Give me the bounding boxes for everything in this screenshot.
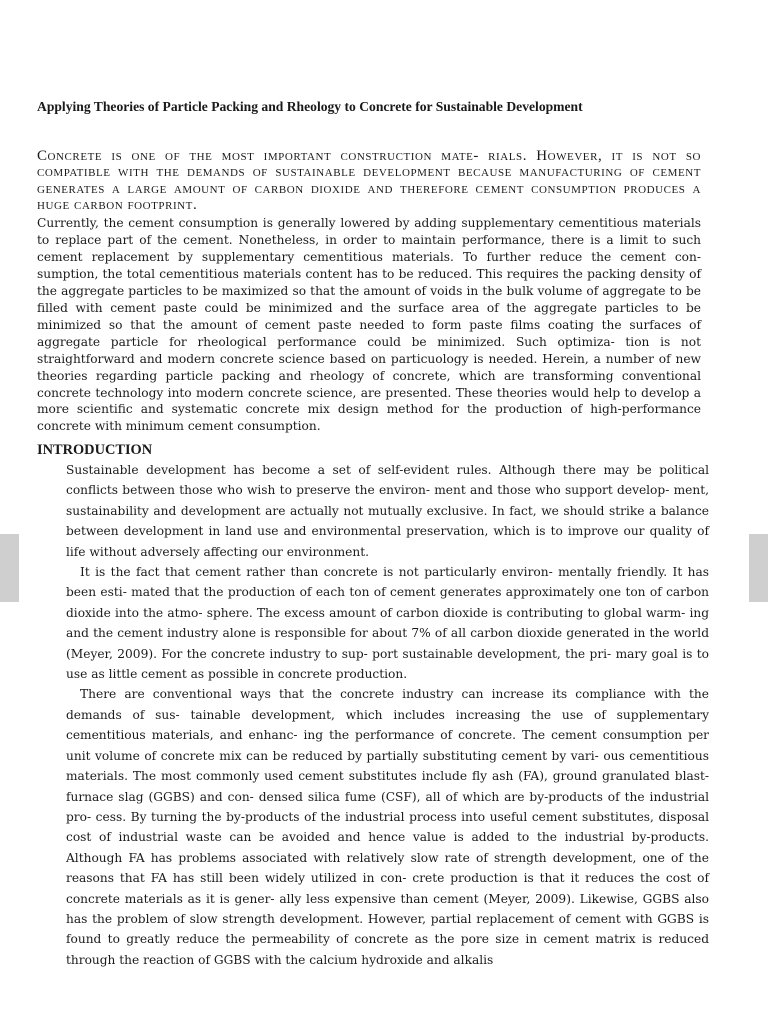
introduction-body (66, 460, 709, 970)
intro-paragraph: Sustainable development has become a set of self-evident rules. Although there may be political conflicts between those who wish to preserve the environ- ment and those who support develop- ment, sustainability and development are actually not mutually exclusive. In fact, we should strike a balance between development in land use and environmental preservation, which is to improve our quality of life without adversely affecting our environment. (66, 463, 709, 559)
intro-paragraph: It is the fact that cement rather than concrete is not particularly environ- mentally friendly. It has been esti- mated that the production of each ton of cement generates approximately one ton of carbon dioxide into the atmo- sphere. The excess amount of carbon dioxide is contributing to global warm- ing and the cement industry alone is responsible for about 7% of all carbon dioxide generated in the world (Meyer, 2009). For the concrete industry to sup- port sustainable development, the pri- mary goal is to use as little cement as possible in concrete production. (66, 565, 709, 682)
page-edge-tab-left (0, 534, 19, 602)
page-edge-tab-right (749, 534, 768, 602)
intro-paragraph: There are conventional ways that the concrete industry can increase its compliance with the demands of sus- tainable development, which includes increasing the use of supplementary cementitious materials, and enhanc- ing the performance of concrete. The cement consumption per unit volume of concrete mix can be reduced by partially substituting cement by vari- ous cementitious materials. The most commonly used cement substitutes include fly ash (FA), ground granulated blast-furnace slag (GGBS) and con- densed silica fume (CSF), all of which are by-products of the industrial pro- cess. By turning the by-products of the industrial process into useful cement substitutes, disposal cost of industrial waste can be avoided and hence value is added to the industrial by-products. Although FA has problems associated with relatively slow rate of strength development, one of the reasons that FA has still been widely utilized in con- crete production is that it reduces the cost of concrete materials as it is gener- ally less expensive than cement (Meyer, 2009). Likewise, GGBS also has the problem of slow strength development. However, partial replacement of cement with GGBS is found to greatly reduce the permeability of concrete as the pore size in cement matrix is reduced through the reaction of GGBS with the calcium hydroxide and alkalis (66, 687, 709, 967)
section-heading-introduction: INTRODUCTION (37, 442, 153, 458)
document-title: Applying Theories of Particle Packing and Rheology to Concrete for Sustainable Development (37, 99, 583, 114)
abstract-lead: Concrete is one of the most important construction mate- rials. However, it is not so compatible with the demands of sustainable development because manufacturing of cement generates a large amount of carbon dioxide and therefore cement consumption produces a huge carbon footprint. (37, 148, 701, 214)
abstract-body: Currently, the cement consumption is generally lowered by adding supplementary cementitious materials to replace part of the cement. Nonetheless, in order to maintain performance, there is a limit to such cement replacement by supplementary cementitious materials. To further reduce the cement con- sumption, the total cementitious materials content has to be reduced. This requires the packing density of the aggregate particles to be maximized so that the amount of voids in the bulk volume of aggregate to be filled with cement paste could be minimized and the surface area of the aggregate particles to be minimized so that the amount of cement paste needed to form paste films coating the surfaces of aggregate particle for rheological performance could be minimized. Such optimiza- tion is not straightforward and modern concrete science based on particuology is needed. Herein, a number of new theories regarding particle packing and rheology of concrete, which are transforming conventional concrete technology into modern concrete science, are presented. These theories would help to develop a more scientific and systematic concrete mix design method for the production of high-performance concrete with minimum cement consumption. (37, 216, 701, 434)
